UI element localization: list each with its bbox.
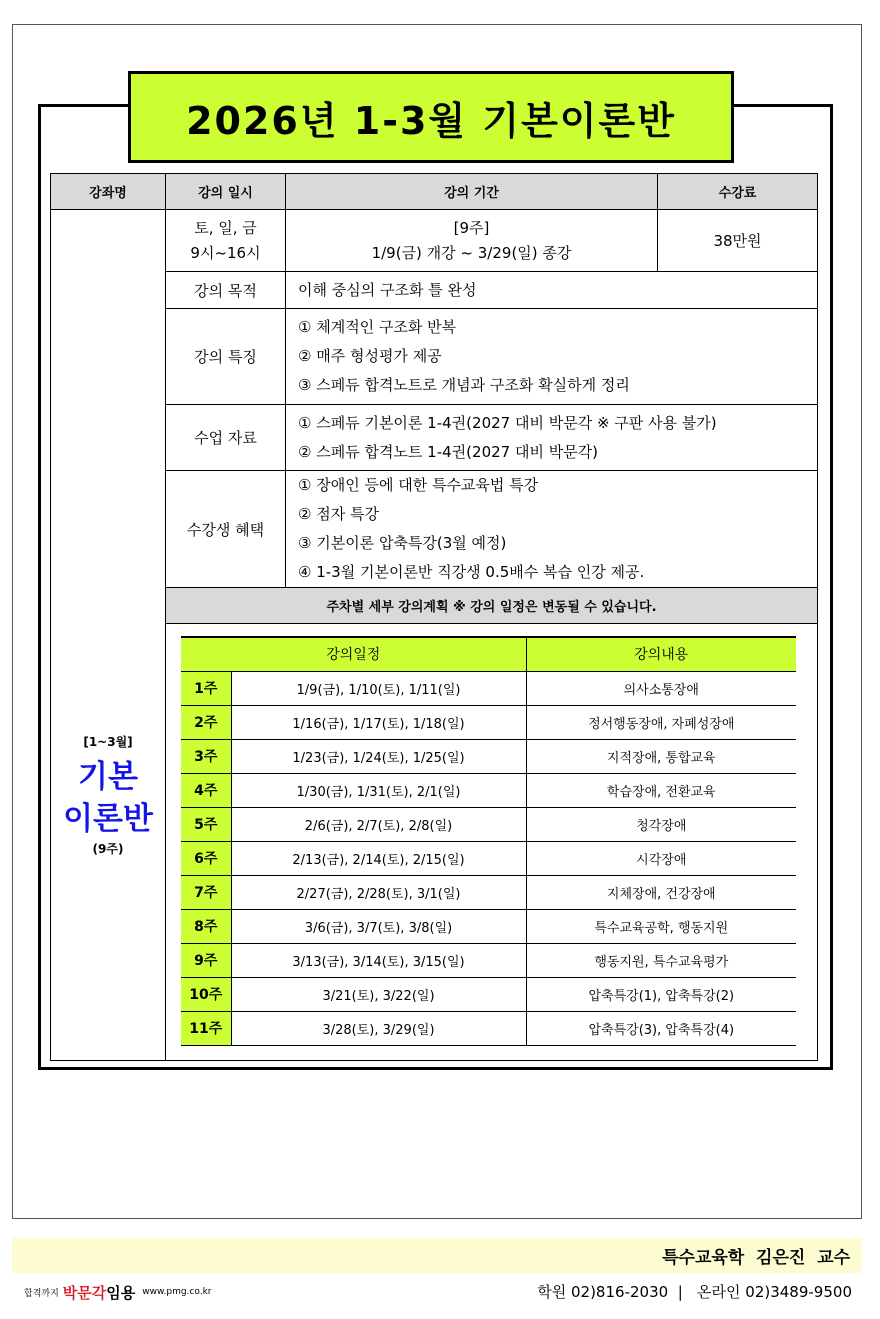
materials-list: [286, 405, 818, 471]
weekly-header-row: [181, 637, 796, 671]
course-info-table: [50, 173, 818, 1061]
period-cell: [286, 210, 658, 272]
week-cell: 9주: [181, 943, 231, 977]
week-cell: 4주: [181, 773, 231, 807]
content-cell: 압축특강(1), 압축특강(2): [526, 977, 796, 1011]
week-cell: 11주: [181, 1011, 231, 1045]
instructor-name: 특수교육학 김은진 교수: [662, 1248, 850, 1268]
dates-cell: 2/13(금), 2/14(토), 2/15(일): [231, 841, 526, 875]
weekly-header-dates: 강의일정: [181, 637, 526, 671]
days-line2: 9시~16시: [190, 243, 261, 262]
week-cell: 5주: [181, 807, 231, 841]
content-cell: 지적장애, 통합교육: [526, 739, 796, 773]
weekly-row: [181, 841, 796, 875]
brand-url: www.pmg.co.kr: [142, 1287, 212, 1297]
features-item: ② 매주 형성평가 제공: [298, 347, 442, 365]
week-cell: 1주: [181, 671, 231, 705]
content-cell: 의사소통장애: [526, 671, 796, 705]
content-cell: 시각장애: [526, 841, 796, 875]
course-name-cell: [51, 210, 166, 1061]
page-title: 2026년 1-3월 기본이론반: [128, 71, 734, 163]
weekly-rows: [181, 671, 796, 1045]
features-list: [286, 309, 818, 405]
weekly-row: [181, 943, 796, 977]
purpose-label: 강의 목적: [166, 272, 286, 309]
dates-cell: 3/28(토), 3/29(일): [231, 1011, 526, 1045]
header-fee: 수강료: [658, 174, 818, 210]
content-cell: 청각장애: [526, 807, 796, 841]
content-cell: 행동지원, 특수교육평가: [526, 943, 796, 977]
notice-row: [51, 588, 818, 624]
brand-prefix: 합격까지: [24, 1288, 59, 1299]
instructor-bar: [12, 1238, 862, 1273]
weekly-row: [181, 773, 796, 807]
benefits-item: ② 점자 특강: [298, 505, 379, 523]
weekly-row: [181, 977, 796, 1011]
benefits-list: [286, 471, 818, 588]
features-item: ① 체계적인 구조화 반복: [298, 318, 457, 336]
course-title-line2: 이론반: [63, 800, 153, 837]
week-cell: 2주: [181, 705, 231, 739]
header-course: 강좌명: [51, 174, 166, 210]
materials-item: ② 스페듀 합격노트 1-4권(2027 대비 박문각): [298, 442, 599, 461]
week-cell: 3주: [181, 739, 231, 773]
fee-cell: 38만원: [658, 210, 818, 272]
purpose-text: 이해 중심의 구조화 틀 완성: [286, 272, 818, 309]
content-cell: 지체장애, 건강장애: [526, 875, 796, 909]
header-row: [51, 174, 818, 210]
period-line1: [9주]: [453, 218, 490, 237]
notice-text: 주차별 세부 강의계획 ※ 강의 일정은 변동될 수 있습니다.: [166, 588, 818, 624]
course-weeks: (9주): [92, 841, 124, 856]
weekly-header-content: 강의내용: [526, 637, 796, 671]
features-item: ③ 스페듀 합격노트로 개념과 구조화 확실하게 정리: [298, 376, 630, 394]
benefits-row: [51, 471, 818, 588]
course-title-line1: 기본: [78, 758, 138, 795]
materials-label: 수업 자료: [166, 405, 286, 471]
weekly-row: [181, 1011, 796, 1045]
period-line2: 1/9(금) 개강 ~ 3/29(일) 종강: [371, 243, 572, 262]
weekly-plan-row: [51, 624, 818, 1061]
weekly-schedule-table: [181, 636, 796, 1046]
dates-cell: 2/27(금), 2/28(토), 3/1(일): [231, 875, 526, 909]
dates-cell: 2/6(금), 2/7(토), 2/8(일): [231, 807, 526, 841]
brand-logo: [24, 1280, 212, 1304]
benefits-label: 수강생 혜택: [166, 471, 286, 588]
weekly-row: [181, 705, 796, 739]
materials-row: [51, 405, 818, 471]
weekly-row: [181, 807, 796, 841]
brand-name-suffix: 임용: [106, 1283, 136, 1302]
days-cell: [166, 210, 286, 272]
benefits-item: ④ 1-3월 기본이론반 직강생 0.5배수 복습 인강 제공.: [298, 563, 645, 581]
week-cell: 8주: [181, 909, 231, 943]
content-cell: 특수교육공학, 행동지원: [526, 909, 796, 943]
week-cell: 6주: [181, 841, 231, 875]
content-cell: 학습장애, 전환교육: [526, 773, 796, 807]
weekly-plan-cell: [166, 624, 818, 1061]
week-cell: 7주: [181, 875, 231, 909]
dates-cell: 1/16(금), 1/17(토), 1/18(일): [231, 705, 526, 739]
content-cell: 정서행동장애, 자폐성장애: [526, 705, 796, 739]
header-days: 강의 일시: [166, 174, 286, 210]
benefits-item: ① 장애인 등에 대한 특수교육법 특강: [298, 476, 539, 494]
materials-item: ① 스페듀 기본이론 1-4권(2027 대비 박문각 ※ 구판 사용 불가): [298, 413, 717, 432]
course-side-label: [51, 733, 165, 857]
dates-cell: 1/23(금), 1/24(토), 1/25(일): [231, 739, 526, 773]
schedule-row: [51, 210, 818, 272]
features-row: [51, 309, 818, 405]
purpose-row: [51, 272, 818, 309]
weekly-row: [181, 909, 796, 943]
features-label: 강의 특징: [166, 309, 286, 405]
weekly-row: [181, 875, 796, 909]
dates-cell: 1/9(금), 1/10(토), 1/11(일): [231, 671, 526, 705]
header-period: 강의 기간: [286, 174, 658, 210]
week-cell: 10주: [181, 977, 231, 1011]
content-cell: 압축특강(3), 압축특강(4): [526, 1011, 796, 1045]
course-term: [1~3월]: [83, 734, 133, 749]
brand-name-red: 박문각: [62, 1283, 107, 1302]
dates-cell: 3/21(토), 3/22(일): [231, 977, 526, 1011]
weekly-row: [181, 671, 796, 705]
dates-cell: 1/30(금), 1/31(토), 2/1(일): [231, 773, 526, 807]
dates-cell: 3/13(금), 3/14(토), 3/15(일): [231, 943, 526, 977]
brand-name: [63, 1282, 135, 1303]
dates-cell: 3/6(금), 3/7(토), 3/8(일): [231, 909, 526, 943]
weekly-row: [181, 739, 796, 773]
benefits-item: ③ 기본이론 압축특강(3월 예정): [298, 534, 507, 552]
days-line1: 토, 일, 금: [194, 218, 257, 237]
contact-info: 학원 02)816-2030 | 온라인 02)3489-9500: [537, 1283, 852, 1301]
